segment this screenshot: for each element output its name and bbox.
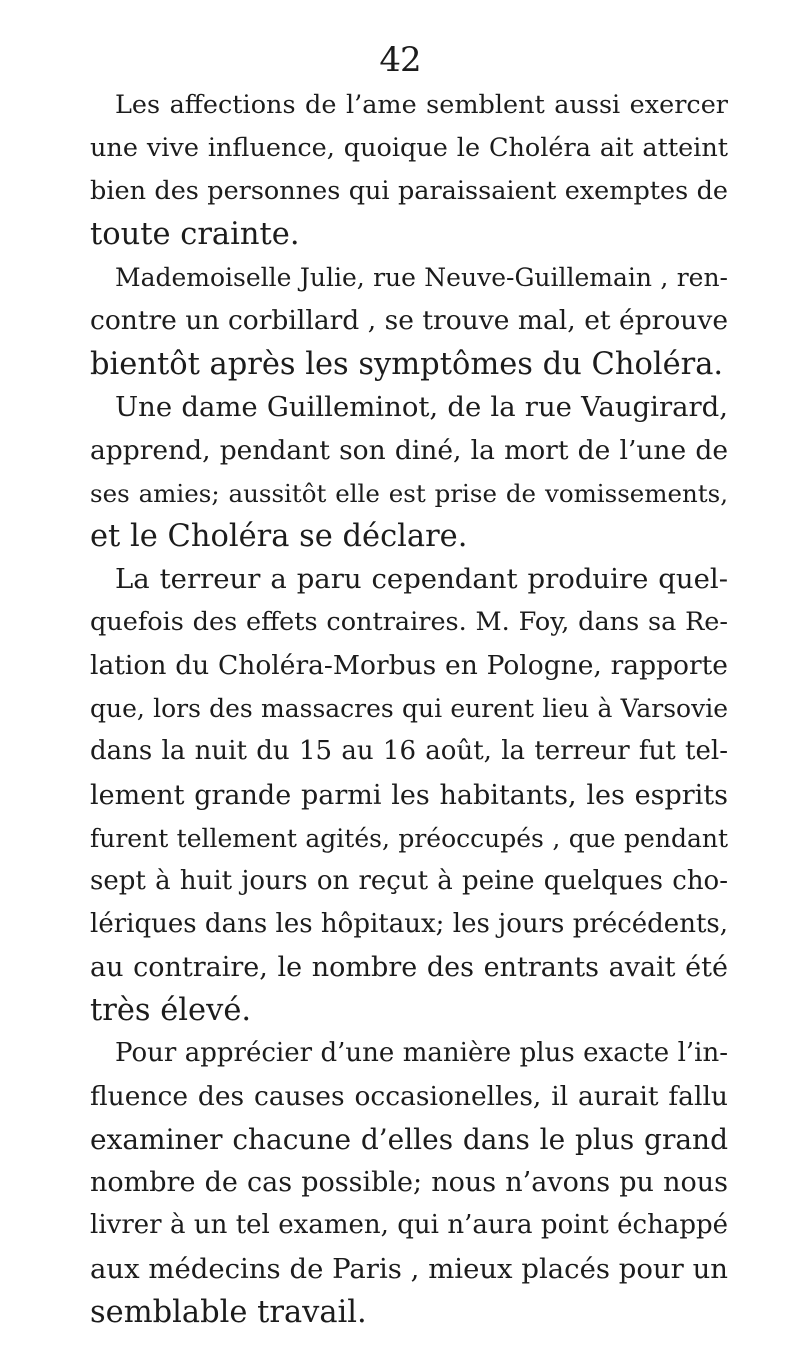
text-line: une vive influence, quoique le Choléra ait atteint [90,133,728,164]
text-line: lériques dans les hôpitaux; les jours précédents, [90,908,728,939]
text-line: apprend, pendant son diné, la mort de l’une de [90,434,728,466]
text-line: Une dame Guilleminot, de la rue Vaugirard, [115,390,728,423]
text-line: lement grande parmi les habitants, les esprits [90,779,728,811]
paragraph-causes [90,1032,728,1334]
text-line: La terreur a paru cependant produire quel- [115,563,728,596]
text-line: lation du Choléra-Morbus en Pologne, rapporte [90,650,728,682]
text-line: quefois des effets contraires. M. Foy, dans sa Re- [90,607,728,638]
page-number: 42 [379,40,421,80]
text-line: livrer à un tel examen, qui n’aura point échappé [90,1210,728,1241]
text-line: Pour apprécier d’une manière plus exacte l’in- [115,1038,728,1069]
text-line: aux médecins de Paris , mieux placés pour un [90,1252,728,1285]
paragraph-julie [90,256,728,385]
text-line: ses amies; aussitôt elle est prise de vomissements, [90,478,728,508]
text-line: au contraire, le nombre des entrants avait été [90,951,728,983]
text-line: dans la nuit du 15 au 16 août, la terreur fut tel- [90,736,728,767]
paragraph-terreur [90,558,728,1032]
text-line: sept à huit jours on reçut à peine quelques cho- [90,865,728,896]
text-line: Mademoiselle Julie, rue Neuve-Guillemain , ren- [115,263,728,293]
paragraph-guilleminot [90,386,728,558]
text-line: bien des personnes qui paraissaient exemptes de [90,176,728,207]
text-line: toute crainte. [90,217,300,253]
body-text [90,84,728,1334]
text-line: nombre de cas possible; nous n’avons pu nous [90,1167,728,1199]
text-line: semblable travail. [90,1294,367,1330]
text-line: furent tellement agités, préoccupés , que pendant [90,823,728,853]
text-line: et le Choléra se déclare. [90,518,468,554]
paragraph-ame [90,84,728,256]
text-line: bientôt après les symptômes du Choléra. [90,346,724,382]
text-line: très élevé. [90,992,252,1028]
text-line: fluence des causes occasionelles, il aurait fallu [90,1081,728,1113]
text-line: que, lors des massacres qui eurent lieu à Varsovie [90,694,728,724]
text-line: contre un corbillard , se trouve mal, et éprouve [90,305,728,337]
text-line: Les affections de l’ame semblent aussi exercer [115,90,728,120]
text-line: examiner chacune d’elles dans le plus grand [90,1123,728,1157]
